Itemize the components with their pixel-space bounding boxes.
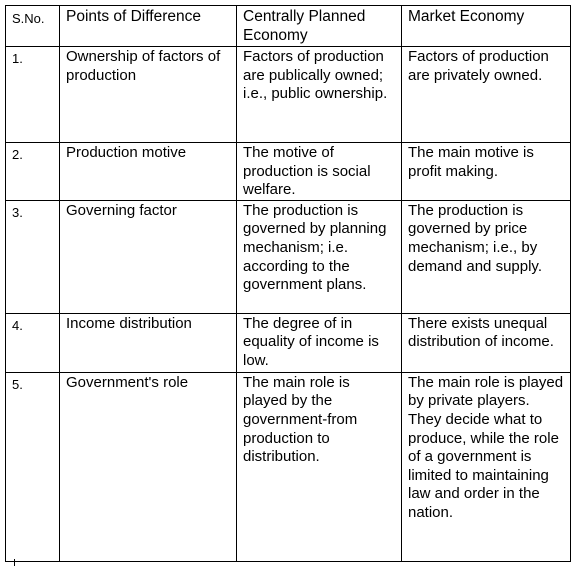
row-sno: 2. [6, 143, 60, 201]
row-centrally-planned: The main role is played by the government-from production to distribution. [237, 372, 402, 561]
row-point: Income distribution [60, 313, 237, 372]
header-points-of-difference: Points of Difference [60, 6, 237, 47]
table-row [6, 143, 571, 201]
row-market: The main role is played by private players. They decide what to produce, while the role of a government is limited to maintaining law and order in the nation. [402, 372, 571, 561]
table-header-row [6, 6, 571, 47]
row-centrally-planned: The degree of in equality of income is low. [237, 313, 402, 372]
row-sno: 4. [6, 313, 60, 372]
header-centrally-planned-economy: Centrally Planned Economy [237, 6, 402, 47]
row-point: Production motive [60, 143, 237, 201]
row-market: The production is governed by price mechanism; i.e., by demand and supply. [402, 200, 571, 313]
row-sno: 1. [6, 47, 60, 143]
table-row [6, 372, 571, 561]
table-row [6, 47, 571, 143]
table-row [6, 200, 571, 313]
row-centrally-planned: Factors of production are publically owned; i.e., public ownership. [237, 47, 402, 143]
row-market: The main motive is profit making. [402, 143, 571, 201]
row-market: Factors of production are privately owned. [402, 47, 571, 143]
row-point: Government's role [60, 372, 237, 561]
header-market-economy: Market Economy [402, 6, 571, 47]
row-sno: 3. [6, 200, 60, 313]
comparison-table [5, 5, 571, 562]
row-market: There exists unequal distribution of income. [402, 313, 571, 372]
paragraph-mark [14, 559, 15, 566]
header-sno: S.No. [6, 6, 60, 47]
row-point: Ownership of factors of production [60, 47, 237, 143]
row-point: Governing factor [60, 200, 237, 313]
row-sno: 5. [6, 372, 60, 561]
row-centrally-planned: The production is governed by planning mechanism; i.e. according to the government plans. [237, 200, 402, 313]
table-row [6, 313, 571, 372]
row-centrally-planned: The motive of production is social welfare. [237, 143, 402, 201]
